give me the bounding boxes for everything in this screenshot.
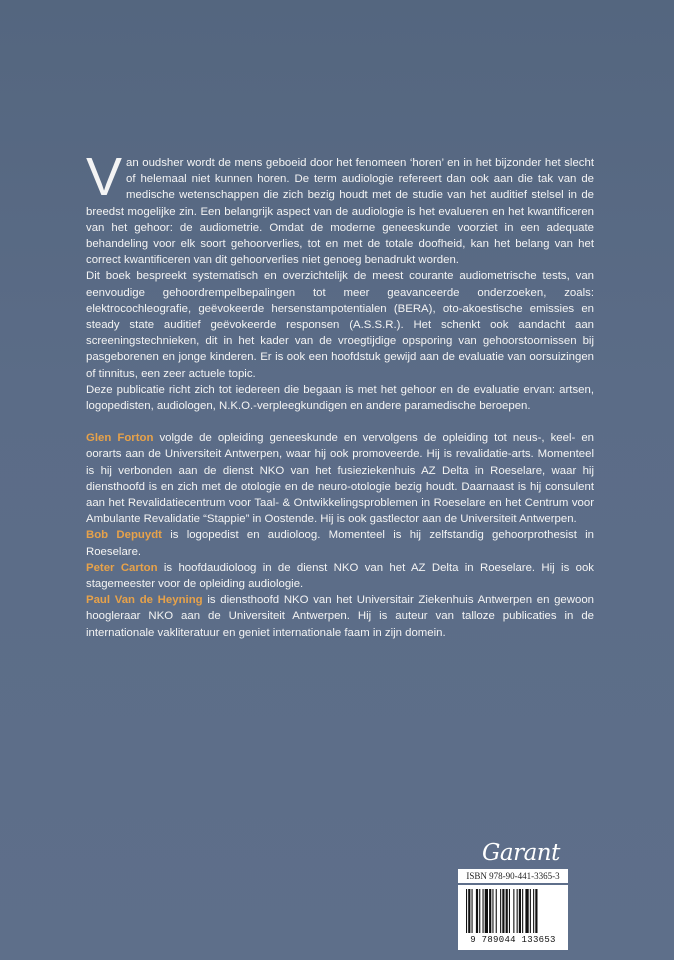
author-name: Paul Van de Heyning	[86, 594, 203, 607]
audience-paragraph: Deze publicatie richt zich tot iedereen die begaan is met het gehoor en de evaluatie ervan: artsen, logopedisten, audiologen, N.K.O.-verpleegkundigen en andere paramedische beroepen.	[86, 383, 594, 413]
barcode-bar	[506, 889, 508, 933]
author-name: Glen Forton	[86, 432, 154, 445]
barcode-bar	[492, 889, 493, 933]
blurb-text	[86, 147, 595, 641]
barcode-bar	[468, 889, 470, 933]
barcode-bar	[509, 889, 510, 933]
barcode-digits: 9 789044 133653	[470, 935, 556, 945]
barcode-bar	[485, 889, 488, 933]
barcode-bar	[483, 889, 484, 933]
publisher-block	[458, 838, 568, 950]
barcode-bar	[472, 889, 473, 933]
intro-text: an oudsher wordt de mens geboeid door het fenomeen ‘horen’ en in het bijzonder het slecht of helemaal niet kunnen horen. De term audiologie refereert dan ook aan die tak van de medische wetenschappen die zich bezig houdt met de studie van het auditief stelsel in de breedst mogelijke zin. Een belangrijk aspect van de audiologie is het evalueren en het kwantificeren van het gehoor: de audiometrie. Omdat de moderne geneeskunde voorziet in een adequate behandeling voor elk soort gehoorverlies, tot en met de totale doofheid, kan het belang van het correct kwantificeren van dit gehoorverlies niet genoeg benadrukt worden.	[86, 157, 594, 267]
publisher-logo: Garant	[482, 840, 560, 866]
barcode-bar	[466, 889, 467, 933]
barcode	[458, 885, 568, 950]
author-bio	[86, 560, 594, 592]
barcode-bar	[476, 889, 478, 933]
barcode-bar	[530, 889, 531, 933]
section-gap	[86, 414, 594, 430]
barcode-bars	[466, 889, 560, 935]
barcode-bar	[519, 889, 521, 933]
author-bio	[86, 527, 594, 559]
barcode-bar	[496, 889, 497, 933]
barcode-bar	[502, 889, 504, 933]
author-bio-text: is hoofdaudioloog in de dienst NKO van het AZ Delta in Roeselare. Hij is ook stagemeester voor de opleiding audiologie.	[86, 561, 594, 591]
author-bio	[86, 592, 594, 641]
barcode-bar	[479, 889, 480, 933]
description-paragraph: Dit boek bespreekt systematisch en overzichtelijk de meest courante audiometrische tests, van eenvoudige gehoordrempelbepalingen tot meer geavanceerde onderzoeken, zoals: elektrocochleografie, geëvokeerde hersenstampotentialen (BERA), oto-akoestische emissies en steady state auditief geëvokeerde responsen (A.S.S.R.). Het schenkt ook aandacht aan screeningstechnieken, dit in het kader van de vroegtijdige opsporing van gehoorstoornissen bij pasgeborenen en jonge kinderen. Er is ook een hoofdstuk gewijd aan de evaluatie van oorsuizingen of tinnitus, een zeer actuele topic.	[86, 270, 594, 380]
isbn-label: ISBN 978-90-441-3365-3	[458, 869, 568, 883]
intro-paragraph	[86, 147, 594, 268]
author-name: Peter Carton	[86, 561, 158, 574]
barcode-bar	[489, 889, 491, 933]
barcode-bar	[535, 889, 537, 933]
author-bio-text: is diensthoofd NKO van het Universitair Ziekenhuis Antwerpen en gewoon hoogleraar NKO aan de Universiteit Antwerpen. Hij is auteur van talloze publicaties in de internationale vakliteratuur en geniet internationale faam in zijn domein.	[86, 594, 594, 639]
author-bio	[86, 430, 594, 527]
barcode-bar	[513, 889, 514, 933]
barcode-bar	[533, 889, 534, 933]
barcode-bar	[500, 889, 501, 933]
barcode-bar	[522, 889, 523, 933]
barcode-bar	[517, 889, 518, 933]
barcode-bar	[525, 889, 528, 933]
author-name: Bob Depuydt	[86, 529, 162, 542]
author-bio-text: volgde de opleiding geneeskunde en vervolgens de opleiding tot neus-, keel- en oorarts aan de Universiteit Antwerpen, waar hij ook promoveerde. Hij is revalidatie-arts. Momenteel is hij verbonden aan de dienst NKO van het fusieziekenhuis AZ Delta in Roeselare, waar hij diensthoofd is en zich met de otologie en de neuro-otologie bezig houdt. Daarnaast is hij consulent aan het Revalidatiecentrum voor Taal- & Ontwikkelingsproblemen in Roeselare en het Centrum voor Ambulante Revalidatie “Stappie” in Oostende. Hij is ook gastlector aan de Universiteit Antwerpen.	[86, 432, 594, 526]
drop-cap: V	[86, 147, 123, 207]
author-bio-text: is logopedist en audioloog. Momenteel is hij zelfstandig gehoorprothesist in Roeselare.	[86, 529, 595, 558]
